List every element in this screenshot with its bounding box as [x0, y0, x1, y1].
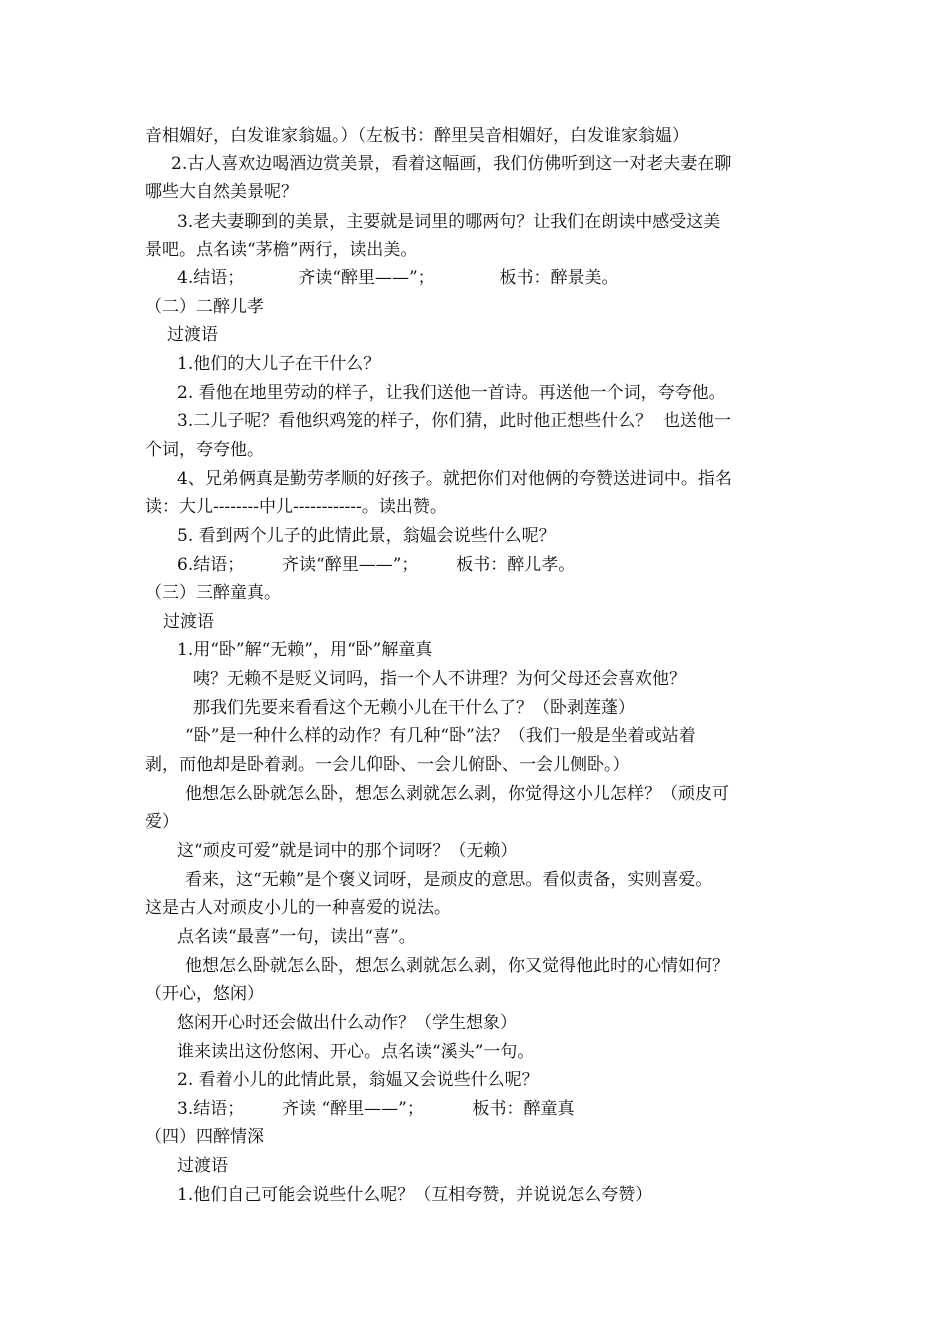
- text-line: 3.二儿子呢？看他织鸡笼的样子，你们猜，此时他正想些什么？ 也送他一: [177, 411, 732, 431]
- text-line: 过渡语: [177, 1156, 228, 1176]
- text-line: 1.用“卧”解“无赖”，用“卧”解童真: [177, 640, 433, 660]
- text-line: 3.老夫妻聊到的美景，主要就是词里的哪两句？让我们在朗读中感受这美: [177, 212, 721, 232]
- text-line: “卧”是一种什么样的动作？有几种“卧”法？（我们一般是坐着或站着: [185, 726, 696, 746]
- section-heading: （三）三醉童真。: [145, 583, 281, 603]
- text-line: 1.他们自己可能会说些什么呢？（互相夸赞，并说说怎么夸赞）: [177, 1185, 653, 1205]
- text-line: 2.古人喜欢边喝酒边赏美景，看着这幅画，我们仿佛听到这一对老夫妻在聊: [171, 154, 732, 174]
- text-line: 哪些大自然美景呢？: [145, 182, 298, 202]
- text-line: 2. 看他在地里劳动的样子，让我们送他一首诗。再送他一个词，夸夸他。: [177, 383, 726, 403]
- text-line: 6.结语； 齐读“醉里——”； 板书：醉儿孝。: [177, 555, 576, 575]
- text-line: 读：大儿--------中儿------------。读出赞。: [145, 497, 447, 517]
- text-line: 音相媚好，白发谁家翁媪。）（左板书：醉里吴音相媚好，白发谁家翁媪）: [145, 126, 689, 146]
- text-line: 点名读“最喜”一句，读出“喜”。: [177, 927, 416, 947]
- section-heading: （二）二醉儿孝: [145, 297, 264, 317]
- text-line: 个词，夸夸他。: [145, 440, 264, 460]
- text-line: 4.结语； 齐读“醉里——”； 板书：醉景美。: [177, 268, 619, 288]
- text-line: 剥，而他却是卧着剥。一会儿仰卧、一会儿俯卧、一会儿侧卧。）: [145, 755, 630, 775]
- text-line: 谁来读出这份悠闲、开心。点名读“溪头”一句。: [177, 1042, 535, 1062]
- section-heading: （四）四醉情深: [145, 1127, 264, 1147]
- text-line: 2. 看着小儿的此情此景，翁媪又会说些什么呢？: [177, 1070, 539, 1090]
- text-line: 看来，这“无赖”是个褒义词呀，是顽皮的意思。看似责备，实则喜爱。: [185, 870, 713, 890]
- text-line: 这“顽皮可爱”就是词中的那个词呀？（无赖）: [177, 841, 518, 861]
- text-line: 这是古人对顽皮小儿的一种喜爱的说法。: [145, 898, 451, 918]
- text-line: （开心，悠闲）: [145, 984, 264, 1004]
- text-line: 过渡语: [163, 612, 214, 632]
- text-line: 爱）: [145, 812, 179, 832]
- text-line: 悠闲开心时还会做出什么动作？（学生想象）: [177, 1013, 517, 1033]
- text-line: 咦？无赖不是贬义词吗，指一个人不讲理？为何父母还会喜欢他？: [193, 669, 686, 689]
- text-line: 那我们先要来看看这个无赖小儿在干什么了？（卧剥莲蓬）: [193, 698, 635, 718]
- text-line: 1.他们的大儿子在干什么？: [177, 354, 381, 374]
- text-line: 过渡语: [167, 325, 218, 345]
- text-line: 他想怎么卧就怎么卧，想怎么剥就怎么剥，你又觉得他此时的心情如何？: [185, 956, 729, 976]
- text-line: 5. 看到两个儿子的此情此景，翁媪会说些什么呢？: [177, 526, 556, 546]
- text-line: 4、兄弟俩真是勤劳孝顺的好孩子。就把你们对他俩的夸赞送进词中。指名: [177, 469, 732, 489]
- text-line: 景吧。点名读“茅檐”两行，读出美。: [145, 240, 418, 260]
- text-line: 3.结语； 齐读 “醉里——”； 板书：醉童真: [177, 1099, 575, 1119]
- text-line: 他想怎么卧就怎么卧，想怎么剥就怎么剥，你觉得这小儿怎样？（顽皮可: [185, 784, 729, 804]
